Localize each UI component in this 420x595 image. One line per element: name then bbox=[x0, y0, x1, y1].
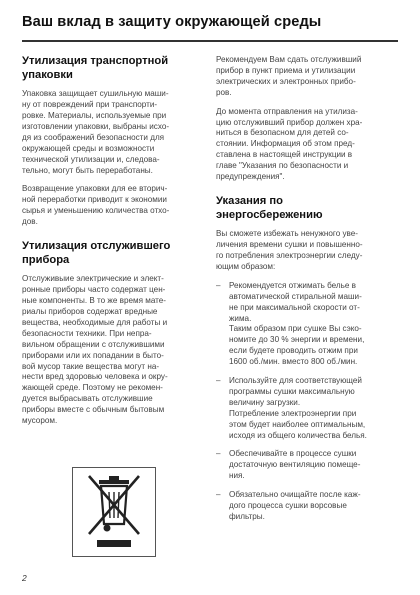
paragraph-energy-intro: Вы сможете избежать ненужного уве- личения времени сушки и повышенно- го потребления электроэнергии следу- ющим образом: bbox=[216, 229, 363, 271]
left-column bbox=[22, 55, 200, 435]
section-heading-disposal: Утилизация отслужившего прибора bbox=[22, 240, 171, 266]
energy-tips-list bbox=[216, 281, 398, 523]
list-item-text: Обязательно очищайте после каж- дого процесса сушки ворсовые фильтры. bbox=[229, 490, 361, 521]
page-number: 2 bbox=[22, 573, 27, 583]
right-column bbox=[216, 55, 398, 531]
dash-bullet: – bbox=[216, 280, 221, 290]
crossed-out-wheelie-bin-icon bbox=[72, 467, 156, 557]
list-item-text: Обеспечивайте в процессе сушки достаточную вентиляцию помеще- ния. bbox=[229, 449, 361, 481]
list-item bbox=[216, 449, 398, 482]
dash-bullet: – bbox=[216, 376, 221, 386]
paragraph-packaging-2: Возвращение упаковки для ее вторич- ной переработки приводит к экономии сырья и уменьшению количества отхо- дов. bbox=[22, 184, 170, 227]
list-item bbox=[216, 376, 398, 441]
section-heading-energy: Указания по энергосбережению bbox=[216, 194, 323, 221]
title-divider bbox=[22, 40, 398, 42]
paragraph-packaging-1: Упаковка защищает сушильную маши- ну от повреждений при транспорти- ровке. Материалы, используемые при изготовлении упаковки, выбраны исхо- дя из соображений безопасности для окружающей среды и возможности технической утилизации и, следова- тельно, могут быть переработаны. bbox=[22, 89, 170, 175]
list-item-text: Используйте для соответствующей программы сушки максимальную величину загрузки. Потребление электроэнергии при этом будет наиболее оптимальным, исходя из общего количества белья. bbox=[229, 376, 367, 440]
list-item bbox=[216, 490, 398, 523]
paragraph-disposal-1: Отслуживыие электрические и элект- ронные приборы часто содержат цен- ные компоненты. В то же время мате- риалы приборов содержат вредные вещества, необходимые для работы и безопасности техники. При непра- вильном обращении с отслужившими приборами или их попадании в быто- вой мусор такие вещества могут на- нести вред здоровью человека и окру- жающей среде. Поэтому не рекомен- дуется выбрасывать отслужившие приборы вместе с обычным бытовым мусором. bbox=[22, 274, 168, 426]
section-heading-packaging: Утилизация транспортной упаковки bbox=[22, 55, 169, 81]
list-item bbox=[216, 281, 398, 368]
paragraph-storage-safety: До момента отправления на утилиза- цию отслуживший прибор должен хра- ниться в безопасном для детей со- стоянии. Информация об этом пред- ставлена в настоящей инструкции в главе "Указания по безопасности и предупреждения". bbox=[216, 106, 363, 182]
list-item-text: Рекомендуется отжимать белье в автоматической стиральной маши- не при максимальной скорости от- жима. Таким образом при сушке Вы сэко- номите до 30 % энергии и времени, если будете проводить отжим при 1600 об./мин. вместо 800 об./мин. bbox=[229, 280, 365, 367]
page-title: Ваш вклад в защиту окружающей среды bbox=[22, 14, 322, 30]
dash-bullet: – bbox=[216, 449, 221, 459]
dash-bullet: – bbox=[216, 490, 221, 500]
paragraph-recycle-point: Рекомендуем Вам сдать отслуживший прибор в пункт приема и утилизации электрических и электронных прибо- ров. bbox=[216, 55, 362, 97]
